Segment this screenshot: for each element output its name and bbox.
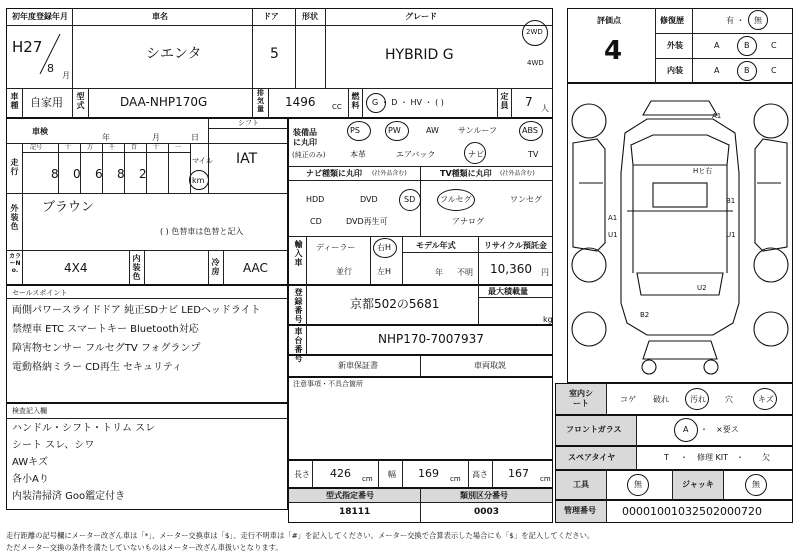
capacity: 7 — [525, 95, 533, 109]
chassis-number: NHP170-7007937 — [378, 332, 484, 346]
inspector-line: 各小Aり — [12, 474, 49, 485]
color-no-label: カラーNo. — [8, 253, 21, 274]
spare-tire-label: スペアタイヤ — [568, 453, 616, 462]
registration-plate: 京都502の5681 — [350, 297, 440, 311]
damage-mark: A1 — [712, 112, 722, 120]
tv-option: アナログ — [452, 217, 484, 226]
odometer-header: 十 — [65, 144, 72, 151]
equipment-item: TV — [528, 150, 539, 159]
dealer-label: ディーラー — [316, 243, 356, 252]
grade-option: B — [744, 41, 750, 50]
length-label: 長さ — [294, 470, 310, 479]
grade-option: A — [714, 41, 720, 50]
equipment-sub: (純正のみ) — [292, 151, 326, 159]
recycle-yen: 円 — [541, 268, 549, 277]
displacement: 1496 — [285, 95, 316, 109]
damage-mark: B1 — [726, 197, 736, 205]
equipment-item: サンルーフ — [458, 126, 497, 135]
equipment-item: ABS — [522, 126, 538, 135]
sheet-option: 汚れ — [690, 395, 706, 404]
day-unit: 日 — [191, 133, 199, 142]
repair-selected: 無 — [754, 16, 762, 25]
recycle-label: リサイクル預託金 — [484, 241, 547, 250]
inspector-line: シート スレ、シワ — [12, 440, 95, 451]
damage-mark: U2 — [697, 284, 707, 292]
equipment-item: PS — [350, 126, 360, 135]
equipment-item: AW — [426, 126, 439, 135]
tv-option: ワンセグ — [510, 195, 542, 204]
vehicle-type-label: 車種 — [10, 92, 19, 110]
height-value: 167 — [508, 467, 529, 480]
windshield-option: A — [683, 425, 689, 434]
odometer-header: 一 — [175, 144, 182, 151]
km-unit: km — [192, 176, 205, 185]
damage-mark: B2 — [640, 311, 650, 319]
interior-sheet-label: 室内シート — [569, 389, 593, 408]
footer-line-2: ただメーター交換の条件を満たしていないものはメーター改ざん車扱いとなります。 — [6, 543, 283, 552]
height-unit: cm — [540, 475, 551, 483]
grade-option: A — [714, 66, 720, 75]
damage-mark: Hヒ右 — [693, 167, 713, 175]
width-value: 169 — [418, 467, 439, 480]
vehicle-use: 自家用 — [30, 96, 63, 109]
width-label: 幅 — [388, 470, 396, 479]
displacement-label: 排気量 — [257, 89, 264, 113]
drive-4wd: 4WD — [527, 59, 544, 67]
sales-point-line: 電動格納ミラー CD再生 セキュリティ — [12, 362, 183, 373]
inspector-title: 検査記入欄 — [12, 407, 47, 415]
capacity-unit: 人 — [541, 104, 549, 113]
type-designation-label: 型式指定番号 — [326, 491, 374, 500]
sales-points-title: セールスポイント — [12, 289, 68, 297]
inspector-line: 内装清掃済 Goo鑑定付き — [12, 491, 126, 502]
footer-line-1: 走行距離の記号欄にメーター改ざん車は「*」、メーター交換車は「$」、走行不明車は「#」を記入してください。メーター交換で合算表示した場合にも「$」を記入してください。 — [6, 531, 595, 540]
first-reg-month: 8 — [47, 62, 54, 75]
model-code: DAA-NHP170G — [120, 95, 208, 109]
car-diagram — [567, 83, 793, 383]
repair-label: 修復歴 — [660, 16, 684, 25]
score-label: 評価点 — [597, 16, 621, 25]
width-unit: cm — [450, 475, 461, 483]
repair-options: 有 ・ — [726, 16, 745, 25]
car-name: シエンタ — [146, 46, 202, 62]
length-unit: cm — [362, 475, 373, 483]
equipment-item: ナビ — [468, 150, 484, 159]
windshield-option: ×要ス — [716, 425, 739, 434]
shaken-label: 車検 — [32, 127, 48, 136]
class-number-label: 類別区分番号 — [460, 491, 508, 500]
odometer-header: 万 — [87, 144, 94, 151]
first-reg-era: H27 — [12, 38, 43, 56]
left-hand-label: 左H — [377, 267, 392, 276]
score-value: 4 — [604, 36, 623, 66]
tv-title: TV種類に丸印 — [440, 169, 492, 178]
spare-option: ・ — [680, 453, 688, 462]
registration-label: 登録番号 — [294, 288, 303, 324]
fuel-options: G ・ D ・ HV ・ ( ) — [372, 98, 444, 107]
navi-title: ナビ種類に丸印 — [306, 169, 362, 178]
first-reg-label: 初年度登録年月 — [12, 12, 68, 21]
door-label: ドア — [263, 12, 279, 21]
notes-block — [288, 377, 553, 460]
odometer-digit: 8 — [51, 167, 59, 181]
sales-point-line: 障害物センサー フルセグTV フォグランプ — [12, 343, 201, 354]
aircon-value: AAC — [243, 261, 268, 275]
inspector-line: AWキズ — [12, 457, 48, 468]
color-no: 4X4 — [64, 261, 88, 275]
spare-option: ・ — [736, 453, 744, 462]
navi-option: DVD — [360, 195, 378, 204]
management-label: 管理番号 — [564, 506, 596, 515]
navi-title-sub: (社外品含む) — [372, 170, 407, 177]
new-car-warranty: 新車保証書 — [338, 361, 378, 370]
max-load-label: 最大積載量 — [488, 287, 528, 296]
import-label: 輸入車 — [294, 240, 303, 267]
sheet-option: 穴 — [725, 395, 733, 404]
height-label: 高さ — [472, 470, 488, 479]
model-year-unit: 年 — [435, 268, 443, 277]
shift-label: シフト — [238, 119, 259, 127]
tv-option: フルセグ — [440, 195, 472, 204]
color-label: 外装色 — [10, 204, 19, 231]
equipment-label: 装備品に丸印 — [293, 128, 317, 147]
mile-label: マイル — [192, 157, 213, 165]
spare-option: T — [664, 453, 669, 462]
odometer-digit: 0 — [73, 167, 81, 181]
jack-label: ジャッキ — [682, 480, 714, 489]
odometer-header: 千 — [109, 144, 116, 151]
spare-option: 欠 — [762, 453, 770, 462]
damage-mark: U1 — [608, 231, 618, 239]
tools-value: 無 — [634, 480, 642, 489]
grade-option: B — [744, 66, 750, 75]
navi-option: CD — [310, 217, 322, 226]
month-suffix: 月 — [62, 71, 70, 80]
windshield-option: ・ — [700, 425, 708, 434]
fuel-label: 燃料 — [351, 92, 360, 110]
model-label: 型式 — [76, 92, 85, 110]
odometer-digit: 2 — [139, 167, 147, 181]
equipment-item: PW — [388, 126, 401, 135]
tools-label: 工具 — [573, 480, 589, 489]
sheet-option: キズ — [758, 395, 774, 404]
odometer-header: 百 — [131, 144, 138, 151]
windshield-label: フロントガラス — [566, 425, 622, 434]
damage-mark: U1 — [726, 231, 736, 239]
grade-option: C — [771, 66, 777, 75]
model-year-label: モデル年式 — [416, 241, 456, 250]
parallel-label: 並行 — [336, 267, 352, 276]
sheet-option: 破れ — [653, 395, 669, 404]
management-number: 00001001032502000720 — [622, 505, 762, 518]
capacity-label: 定員 — [500, 92, 509, 110]
navi-option: HDD — [306, 195, 325, 204]
grade-label: グレード — [405, 12, 437, 21]
grade-option: C — [771, 41, 777, 50]
recycle-value: 10,360 — [490, 262, 532, 276]
sales-point-line: 両側パワースライドドア 純正SDナビ LEDヘッドライト — [12, 305, 261, 316]
grade: HYBRID G — [385, 47, 454, 63]
model-year-unknown: 不明 — [457, 268, 473, 277]
damage-mark: A1 — [608, 214, 618, 222]
notes-label: 注意事項・不具合箇所 — [293, 380, 363, 388]
odometer-header: 十 — [153, 144, 160, 151]
cc-unit: CC — [332, 103, 342, 111]
color-note: ( ) 色替車は色替と記入 — [160, 227, 244, 236]
navi-option: DVD再生可 — [346, 217, 388, 226]
shape-label: 形状 — [302, 12, 318, 21]
drive-2wd: 2WD — [526, 28, 543, 36]
odometer-digit: 6 — [95, 167, 103, 181]
interior-color-label: 内装色 — [132, 254, 141, 281]
sales-point-line: 禁煙車 ETC スマートキー Bluetooth対応 — [12, 324, 199, 335]
spare-option: 修理 KIT — [697, 453, 729, 462]
mileage-label: 走行 — [10, 158, 19, 176]
chassis-label: 車台番号 — [294, 327, 303, 363]
year-unit: 年 — [102, 133, 110, 142]
interior-label: 内装 — [667, 66, 683, 75]
navi-option: SD — [404, 195, 416, 204]
doors: 5 — [270, 46, 279, 62]
equipment-item: エアバック — [396, 150, 436, 159]
sheet-option: コゲ — [620, 395, 636, 404]
odometer-digit: 8 — [117, 167, 125, 181]
aircon-label: 冷房 — [211, 258, 220, 276]
inspector-line: ハンドル・シフト・トリム スレ — [12, 423, 156, 434]
type-designation-value: 18111 — [339, 507, 371, 517]
color-value: ブラウン — [42, 200, 95, 215]
shift-value: IAT — [236, 151, 258, 167]
tv-title-sub: (社外品含む) — [500, 170, 535, 177]
jack-value: 無 — [752, 480, 760, 489]
car-name-label: 車名 — [152, 12, 168, 21]
exterior-label: 外装 — [667, 41, 683, 50]
length-value: 426 — [330, 467, 351, 480]
month-unit: 月 — [152, 133, 160, 142]
class-number-value: 0003 — [474, 507, 500, 517]
max-load-unit: kg — [543, 315, 553, 324]
odometer-header: 記号 — [30, 144, 43, 151]
vehicle-manual: 車両取説 — [474, 361, 506, 370]
right-hand-label: 右H — [377, 243, 392, 252]
equipment-item: 本革 — [350, 150, 366, 159]
